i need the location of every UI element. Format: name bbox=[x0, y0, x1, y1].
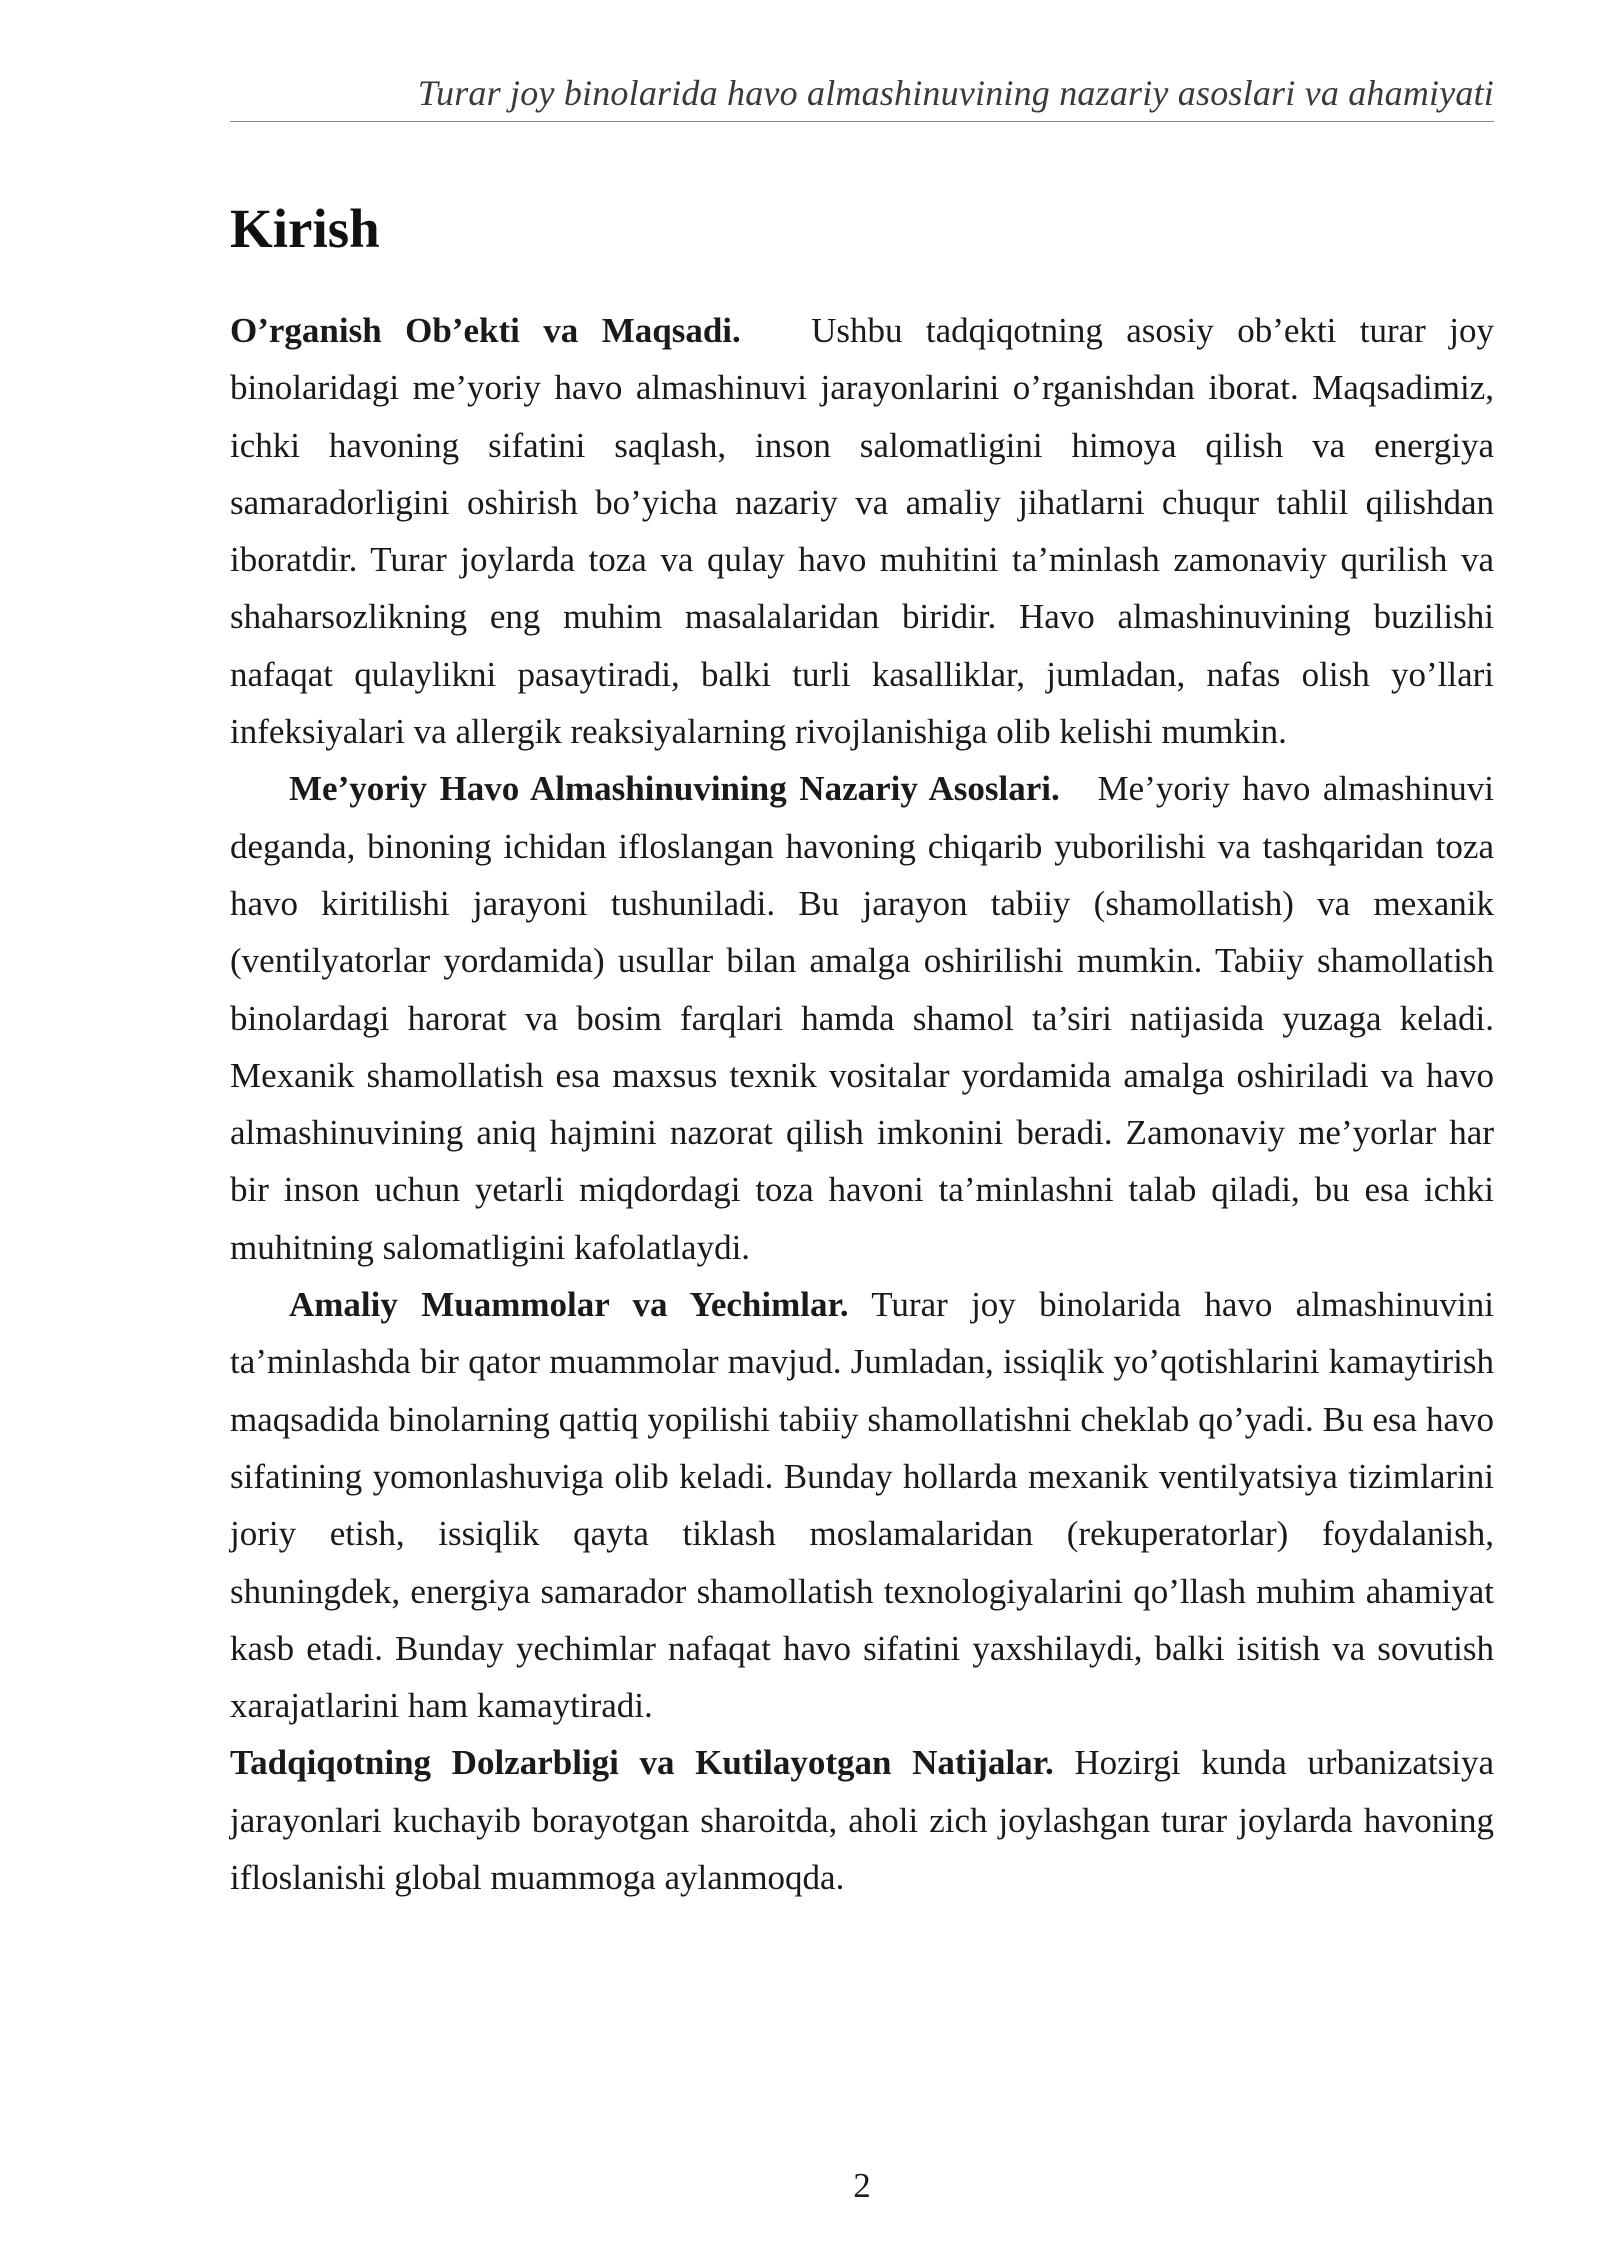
page-number: 2 bbox=[853, 2166, 871, 2205]
body-text bbox=[230, 302, 1494, 1906]
paragraph-lead: Amaliy Muammolar va Yechimlar. bbox=[289, 1285, 849, 1325]
paragraph-text: Ushbu tadqiqotning asosiy ob’ekti turar joy binolaridagi me’yoriy havo almashinuvi jarayonlarini o’rganishdan iborat. Maqsadimiz, ichki havoning sifatini saqlash, inson salomatligini himoya qilish va energiya samaradorligini oshirish bo’yicha nazariy va amaliy jihatlarni chuqur tahlil qilishdan iboratdir. Turar joylarda toza va qulay havo muhitini ta’minlash zamonaviy qurilish va shaharsozlikning eng muhim masalalaridan biridir. Havo almashinuvining buzilishi nafaqat qulaylikni pasaytiradi, balki turli kasalliklar, jumladan, nafas olish yo’llari infeksiyalari va allergik reaksiyalarning rivojlanishiga olib kelishi mumkin. bbox=[230, 311, 1494, 752]
paragraph-lead: Tadqiqotning Dolzarbligi va Kutilayotgan Natijalar. bbox=[230, 1743, 1054, 1783]
paragraph-text: Turar joy binolarida havo almashinuvini ta’minlashda bir qator muammolar mavjud. Jumladan, issiqlik yo’qotishlarini kamaytirish maqsadida binolarning qattiq yopilishi tabiiy shamollatishni cheklab qo’yadi. Bu esa havo sifatining yomonlashuviga olib keladi. Bunday hollarda mexanik ventilyatsiya tizimlarini joriy etish, issiqlik qayta tiklash moslamalaridan (rekuperatorlar) foydalanish, shuningdek, energiya samarador shamollatish texnologiyalarini qo’llash muhim ahamiyat kasb etadi. Bunday yechimlar nafaqat havo sifatini yaxshilaydi, balki isitish va sovutish xarajatlarini ham kamaytiradi. bbox=[230, 1285, 1494, 1726]
document-page bbox=[230, 0, 1494, 2262]
paragraph-research-object bbox=[230, 302, 1494, 760]
paragraph-text: Hozirgi kunda urbanizatsiya jarayonlari kuchayib borayotgan sharoitda, aholi zich joylashgan turar joylarda havoning ifloslanishi global muammoga aylanmoqda. bbox=[230, 1743, 1495, 1898]
header-rule bbox=[230, 121, 1494, 122]
paragraph-theoretical-basis bbox=[230, 760, 1494, 1276]
paragraph-lead: Me’yoriy Havo Almashinuvining Nazariy Asoslari. bbox=[289, 769, 1060, 809]
paragraph-lead: O’rganish Ob’ekti va Maqsadi. bbox=[230, 311, 741, 350]
paragraph-practical-problems bbox=[230, 1276, 1494, 1734]
section-heading: Kirish bbox=[230, 198, 380, 259]
running-header: Turar joy binolarida havo almashinuvining nazariy asoslari va ahamiyati bbox=[417, 73, 1494, 113]
paragraph-text: Me’yoriy havo almashinuvi deganda, binoning ichidan ifloslangan havoning chiqarib yuborilishi va tashqaridan toza havo kiritilishi jarayoni tushuniladi. Bu jarayon tabiiy (shamollatish) va mexanik (ventilyatorlar yordamida) usullar bilan amalga oshirilishi mumkin. Tabiiy shamollatish binolardagi harorat va bosim farqlari hamda shamol ta’siri natijasida yuzaga keladi. Mexanik shamollatish esa maxsus texnik vositalar yordamida amalga oshiriladi va havo almashinuvining aniq hajmini nazorat qilish imkonini beradi. Zamonaviy me’yorlar har bir inson uchun yetarli miqdordagi toza havoni ta’minlashni talab qiladi, bu esa ichki muhitning salomatligini kafolatlaydi. bbox=[230, 769, 1495, 1267]
paragraph-relevance bbox=[230, 1734, 1494, 1906]
